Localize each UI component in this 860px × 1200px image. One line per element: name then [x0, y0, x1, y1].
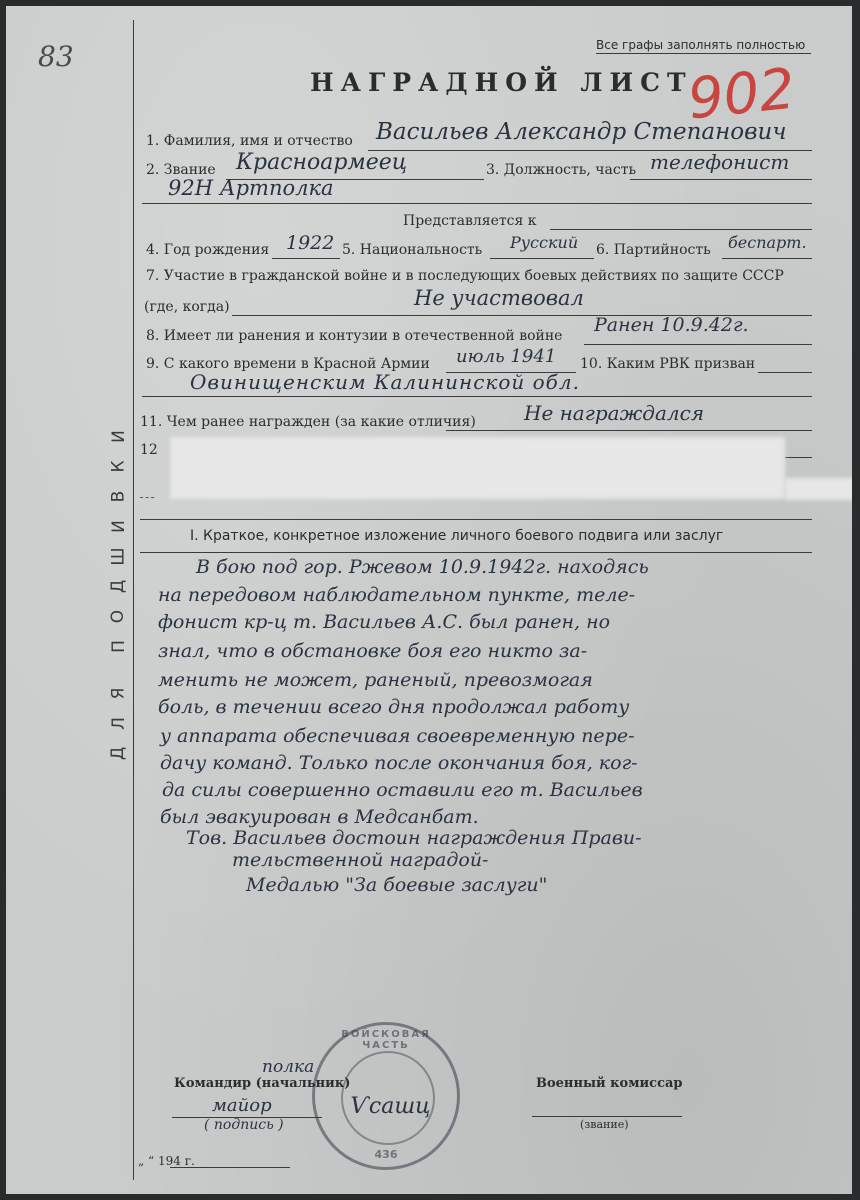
field-9-value: июль 1941 [456, 346, 557, 367]
side-label [108, 425, 132, 765]
field-6-label: 6. Партийность [596, 242, 711, 258]
section-line: В бою под гор. Ржевом 10.9.1942г. находясь [196, 556, 649, 578]
side-label-letter: О [108, 609, 129, 624]
section-line: тельственной наградой- [232, 849, 489, 871]
section-rule-bottom [140, 552, 812, 553]
side-label-letter: Л [108, 717, 129, 730]
section-line: да силы совершенно оставили его т. Васильев [162, 779, 643, 801]
field-3-label: 3. Должность, часть [486, 162, 637, 178]
side-label-letter: Я [108, 687, 129, 700]
field-8-value: Ранен 10.9.42г. [594, 314, 749, 336]
corner-pencil-mark: 83 [38, 40, 74, 73]
field-11-label: 11. Чем ранее награжден (за какие отличия) [140, 414, 476, 430]
side-label-letter: И [108, 520, 129, 533]
section-line: менить не может, раненый, превозмогая [158, 669, 593, 691]
sheet-number: 902 [684, 56, 798, 133]
field-11-value: Не награждался [524, 401, 705, 425]
commander-note: ( подпись ) [204, 1117, 284, 1133]
section-line: дачу команд. Только после окончания боя, ког- [160, 752, 638, 774]
margin-rule [133, 20, 134, 1180]
section-line: Тов. Васильев достоин награждения Прави- [186, 827, 642, 849]
field-8-label: 8. Имеет ли ранения и контузии в отечественной войне [146, 328, 563, 344]
field-10-value: Овинищенским Калининской обл. [190, 370, 580, 394]
field-12-label: 12 [140, 442, 158, 458]
field-1-value: Васильев Александр Степанович [376, 119, 787, 145]
page-title: НАГРАДНОЙ ЛИСТ [310, 68, 693, 97]
stamp-number: 436 [374, 1148, 398, 1161]
commander-unit: полка [262, 1057, 315, 1077]
section-line: фонист кр-ц т. Васильев А.С. был ранен, но [158, 611, 611, 633]
field-2-label: 2. Звание [146, 162, 216, 178]
field-3-value: телефонист [650, 150, 790, 174]
field-10-label: 10. Каким РВК призван [580, 356, 756, 372]
section-line: у аппарата обеспечивая своевременную пере- [160, 725, 635, 747]
section-line: на передовом наблюдательном пункте, теле- [158, 584, 636, 606]
side-label-letter: П [108, 640, 129, 653]
field-1-label: 1. Фамилия, имя и отчество [146, 133, 353, 149]
section-line: Медалью "За боевые заслуги" [246, 874, 548, 896]
field-2-value: Красноармеец [236, 150, 408, 175]
field-6-value: беспарт. [728, 233, 807, 252]
commissar-note: (звание) [580, 1118, 629, 1131]
section-line: знал, что в обстановке боя его никто за- [158, 640, 588, 662]
field-3-value-line2: 92Н Артполка [168, 176, 334, 200]
field-5-value: Русский [510, 233, 579, 252]
section-title: I. Краткое, конкретное изложение личного боевого подвига или заслуг [190, 528, 724, 544]
field-7-label: 7. Участие в гражданской войне и в последующих боевых действиях по защите СССР [146, 268, 784, 284]
header-note: Все графы заполнять полностью [596, 38, 806, 52]
field-7-label-2: (где, когда) [144, 299, 230, 315]
section-line: был эвакуирован в Медсанбат. [160, 806, 479, 828]
field-7-value: Не участвовал [414, 286, 584, 310]
field-4-label: 4. Год рождения [146, 242, 270, 258]
field-5-label: 5. Национальность [342, 242, 483, 258]
side-label-letter: В [108, 490, 129, 503]
side-label-letter: И [108, 430, 129, 443]
presented-label: Представляется к [403, 213, 537, 229]
redacted-area [170, 437, 785, 499]
redacted-area-2 [785, 478, 855, 500]
commander-rank: майор [212, 1095, 272, 1116]
side-label-letter: Д [108, 746, 129, 761]
section-rule-top [140, 519, 812, 520]
side-label-letter: Д [108, 579, 129, 594]
side-label-letter: К [108, 460, 129, 473]
side-label-letter: Ш [108, 547, 129, 566]
stamp-top-text: ВОЙСКОВАЯ ЧАСТЬ [341, 1029, 431, 1051]
section-line: боль, в течении всего дня продолжал работу [158, 696, 630, 718]
commissar-label: Военный комиссар [536, 1076, 683, 1091]
commander-label: Командир (начальник) [174, 1076, 351, 1091]
field-4-value: 1922 [286, 232, 335, 254]
commander-signature: Ѵсашц [350, 1094, 431, 1119]
field-9-label: 9. С какого времени в Красной Армии [146, 356, 430, 372]
date-line: „ “ 194 г. [138, 1154, 195, 1168]
